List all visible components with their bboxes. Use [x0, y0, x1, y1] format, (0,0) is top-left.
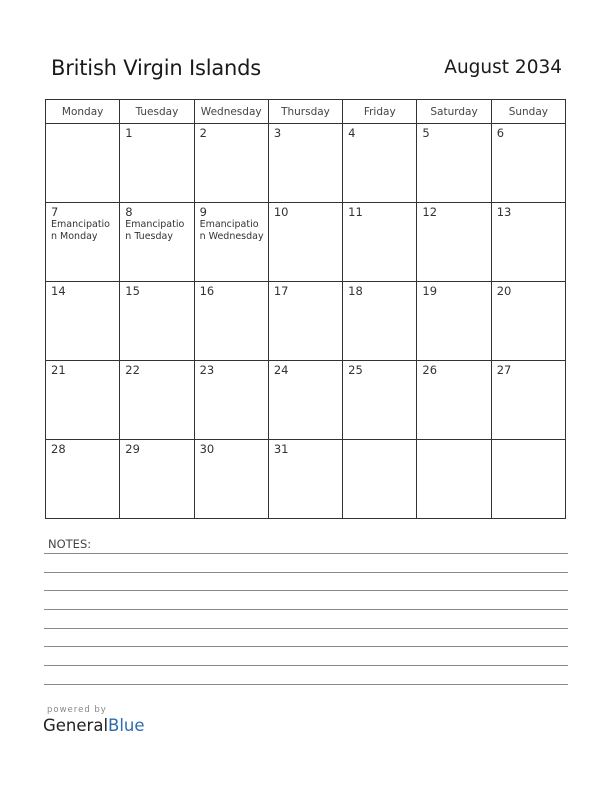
- weekday-header: Friday: [343, 100, 417, 124]
- weekday-header: Sunday: [491, 100, 565, 124]
- notes-line: [44, 628, 568, 629]
- day-number: 4: [348, 126, 356, 140]
- generalblue-logo: [43, 716, 145, 735]
- week-row: [46, 440, 566, 519]
- day-cell: [120, 282, 194, 361]
- day-number: 25: [348, 363, 363, 377]
- day-cell: [343, 203, 417, 282]
- day-number: 29: [125, 442, 140, 456]
- day-cell: [120, 361, 194, 440]
- day-number: 28: [51, 442, 66, 456]
- day-cell: [268, 203, 342, 282]
- day-cell: [120, 203, 194, 282]
- day-cell: [120, 440, 194, 519]
- weekday-header: Saturday: [417, 100, 491, 124]
- day-number: 9: [199, 205, 207, 219]
- day-cell: [120, 124, 194, 203]
- day-cell: [46, 440, 120, 519]
- day-number: 3: [273, 126, 282, 140]
- day-number: 27: [496, 363, 512, 377]
- day-cell: [194, 361, 268, 440]
- day-cell: [268, 124, 342, 203]
- day-number: 16: [199, 284, 215, 298]
- week-row: [46, 203, 566, 282]
- day-number: 5: [422, 126, 430, 140]
- notes-line: [44, 684, 568, 685]
- day-number: 14: [51, 284, 66, 298]
- day-number: 13: [496, 205, 512, 219]
- day-number: 21: [51, 363, 66, 377]
- day-number: 30: [199, 442, 215, 456]
- day-cell: [417, 203, 491, 282]
- weekday-header: Monday: [46, 100, 120, 124]
- day-number: 19: [422, 284, 438, 298]
- day-number: 7: [51, 205, 59, 219]
- day-number: 23: [199, 363, 215, 377]
- day-cell: [46, 282, 120, 361]
- day-number: 24: [273, 363, 289, 377]
- notes-label: NOTES:: [48, 537, 92, 551]
- day-number: 8: [125, 205, 133, 219]
- weekday-header-row: [46, 100, 566, 124]
- weekday-header: Wednesday: [194, 100, 268, 124]
- day-cell: [194, 440, 268, 519]
- calendar-month-title: August 2034: [444, 57, 562, 78]
- weekday-header: Thursday: [268, 100, 342, 124]
- holiday-label: Emancipation Tuesday: [125, 219, 185, 242]
- day-cell: [194, 282, 268, 361]
- week-row: [46, 282, 566, 361]
- day-number: 17: [273, 284, 289, 298]
- day-number: 2: [199, 126, 207, 140]
- logo-blue: Blue: [108, 716, 145, 735]
- day-number: 18: [348, 284, 363, 298]
- day-cell: [491, 203, 565, 282]
- day-number: 22: [125, 363, 140, 377]
- day-cell: [343, 440, 417, 519]
- day-number: 31: [273, 442, 289, 456]
- day-number: 11: [348, 205, 363, 219]
- day-number: 1: [125, 126, 133, 140]
- day-cell: [46, 124, 120, 203]
- week-row: [46, 361, 566, 440]
- day-cell: [343, 282, 417, 361]
- day-number: 15: [125, 284, 140, 298]
- calendar-country-title: British Virgin Islands: [51, 56, 262, 80]
- week-row: [46, 124, 566, 203]
- day-cell: [417, 361, 491, 440]
- day-cell: [343, 361, 417, 440]
- holiday-label: Emancipation Monday: [51, 219, 110, 242]
- notes-line: [44, 590, 568, 591]
- day-cell: [491, 124, 565, 203]
- day-cell: [268, 361, 342, 440]
- day-number: 12: [422, 205, 438, 219]
- day-cell: [417, 440, 491, 519]
- notes-line: [44, 572, 568, 573]
- day-number: 10: [273, 205, 289, 219]
- day-cell: [268, 440, 342, 519]
- logo-general: General: [43, 716, 109, 735]
- holiday-label: Emancipation Wednesday: [199, 219, 264, 242]
- notes-line: [44, 609, 568, 610]
- day-cell: [491, 440, 565, 519]
- day-cell: [268, 282, 342, 361]
- powered-by-text: powered by: [47, 705, 107, 715]
- day-cell: [46, 361, 120, 440]
- day-cell: [417, 124, 491, 203]
- day-cell: [491, 361, 565, 440]
- day-number: 6: [496, 126, 505, 140]
- calendar-grid: [45, 99, 566, 519]
- day-number: 26: [422, 363, 438, 377]
- day-cell: [417, 282, 491, 361]
- day-cell: [491, 282, 565, 361]
- notes-line: [44, 665, 568, 666]
- day-cell: [343, 124, 417, 203]
- day-cell: [194, 203, 268, 282]
- day-cell: [194, 124, 268, 203]
- day-cell: [46, 203, 120, 282]
- weekday-header: Tuesday: [120, 100, 194, 124]
- notes-line: [44, 646, 568, 647]
- notes-line: [44, 553, 568, 554]
- day-number: 20: [496, 284, 512, 298]
